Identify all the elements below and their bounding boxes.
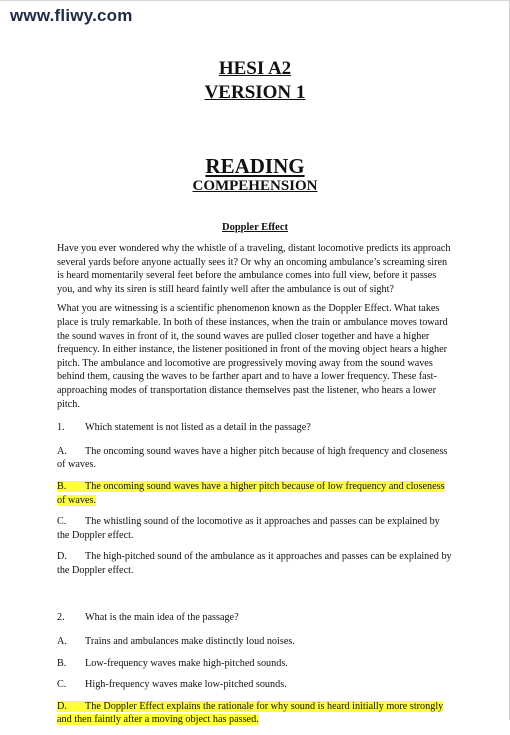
option-text: The high-pitched sound of the ambulance as it approaches and passes can be explained by the Doppler effect. — [57, 551, 452, 576]
option-2d — [57, 700, 453, 727]
option-letter: B. — [57, 657, 67, 669]
title-line-3: READING — [205, 154, 305, 178]
question-1 — [57, 421, 453, 435]
option-letter: A. — [57, 636, 67, 648]
option-text-highlighted: The Doppler Effect explains the rationale for why sound is heard initially more strongly and then faintly after a moving object has passed. — [57, 700, 444, 726]
option-text: Low-frequency waves make high-pitched sounds. — [85, 657, 288, 669]
document-body — [57, 242, 453, 735]
page-border-top — [0, 0, 510, 1]
watermark-link[interactable]: www.fliwy.com — [10, 6, 133, 25]
option-text: Trains and ambulances make distinctly loud noises. — [85, 636, 295, 648]
option-2b — [57, 657, 453, 671]
question-number: 1. — [57, 422, 65, 434]
option-1d — [57, 550, 453, 577]
title-line-2: VERSION 1 — [204, 82, 306, 103]
option-text-highlighted: The oncoming sound waves have a higher pitch because of low frequency and closeness of waves. — [57, 480, 445, 506]
title-line-1: HESI A2 — [218, 58, 292, 79]
question-text: Which statement is not listed as a detail in the passage? — [85, 422, 311, 434]
option-letter: B. — [57, 480, 67, 492]
option-letter: D. — [57, 700, 67, 712]
title-line-4: COMPEHENSION — [192, 178, 318, 194]
paragraph-2: What you are witnessing is a scientific phenomenon known as the Doppler Effect. What takes place is truly remarkable. In both of these instances, when the train or ambulance moves toward the sound waves in front of it, the sound waves are pulled closer together and have a higher frequency. In either instance, the listener positioned in front of the moving object hears a higher pitch. The ambulance and locomotive are progressively moving away from the sound waves behind them, causing the waves to be farther apart and to have a lower frequency. These fast-approaching modes of transportation distance themselves past the listener, who hears a lower pitch. — [57, 303, 448, 410]
option-letter: C. — [57, 679, 67, 691]
question-text: What is the main idea of the passage? — [85, 612, 239, 624]
option-text: The whistling sound of the locomotive as it approaches and passes can be explained by the Doppler effect. — [57, 516, 440, 541]
option-2a — [57, 635, 453, 649]
option-text: High-frequency waves make low-pitched sounds. — [85, 679, 287, 691]
option-letter: C. — [57, 516, 67, 528]
option-1c — [57, 515, 453, 542]
option-1a — [57, 445, 453, 472]
option-letter: D. — [57, 551, 67, 563]
question-number: 2. — [57, 612, 65, 624]
option-1b — [57, 480, 453, 507]
paragraph-1: Have you ever wondered why the whistle of a traveling, distant locomotive predicts its approach several yards before anyone actually sees it? Or why an oncoming ambulance’s screaming siren is heard momentarily several feet before the ambulance comes into full view, before it passes you, and why its siren is still heard faintly well after the ambulance is out of sight? — [57, 243, 451, 295]
question-2 — [57, 611, 453, 625]
section-title: Doppler Effect — [222, 222, 288, 233]
option-letter: A. — [57, 445, 67, 457]
option-text: The oncoming sound waves have a higher pitch because of high frequency and closeness of waves. — [57, 445, 448, 471]
option-2c — [57, 678, 453, 692]
